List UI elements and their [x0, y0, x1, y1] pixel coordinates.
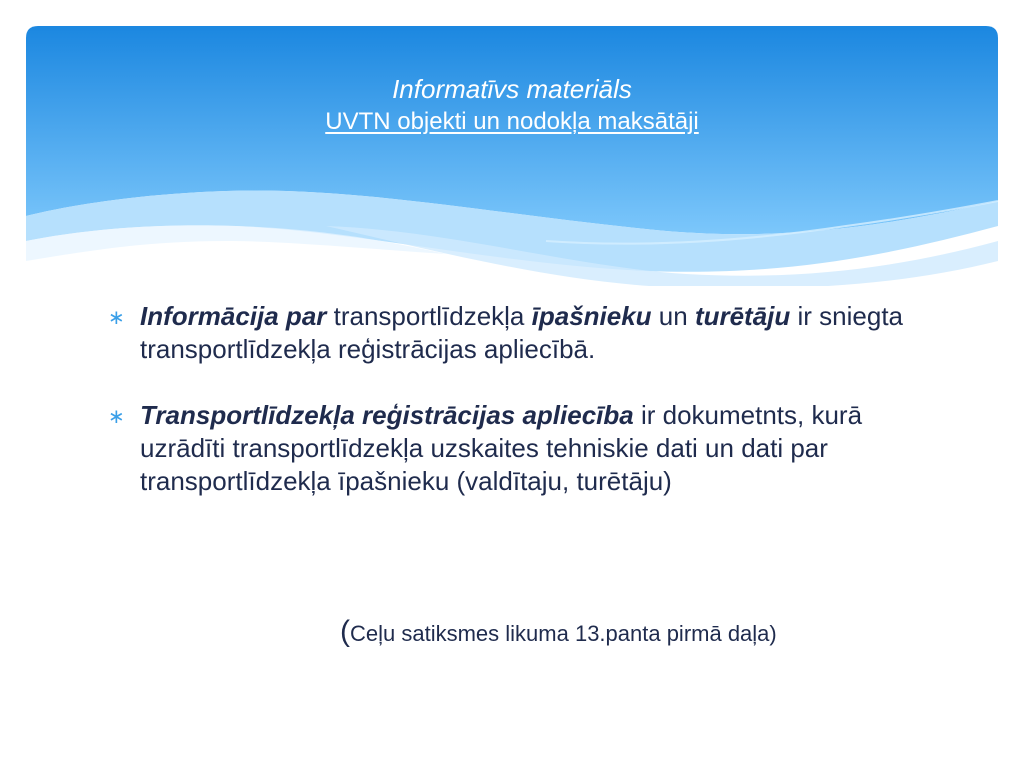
citation-open-paren: (	[340, 615, 350, 648]
citation-text: Ceļu satiksmes likuma 13.panta pirmā daļa)	[350, 621, 777, 646]
bullet-star-icon: ∗	[108, 406, 125, 428]
bullet-text-segment: ir dokumetnts, kurā uzrādīti transportlīdzekļa uzskaites tehniskie dati un dati par transportlīdzekļa īpašnieku (valdītaju, turētāju)	[140, 400, 863, 496]
bullet-item	[108, 300, 908, 366]
bullet-text-segment: transportlīdzekļa	[326, 301, 532, 331]
bullet-text-segment: Informācija par	[140, 301, 327, 331]
bullet-text-segment: īpašnieku	[531, 301, 652, 331]
bullet-text-segment: ir sniegta transportlīdzekļa reģistrācijas apliecībā.	[140, 301, 904, 364]
bullet-text-segment: turētāju	[694, 301, 791, 331]
slide-title: Informatīvs materiāls	[392, 74, 632, 104]
law-citation	[340, 612, 940, 654]
bullet-text-segment: Transportlīdzekļa reģistrācijas apliecība	[140, 400, 634, 430]
header-banner	[26, 26, 998, 286]
slide-subtitle: UVTN objekti un nodokļa maksātāji	[325, 108, 699, 135]
bullet-item	[108, 399, 908, 498]
wave-background	[26, 26, 998, 286]
title-block	[26, 72, 998, 138]
content-body	[108, 300, 908, 498]
bullet-text-segment: un	[651, 301, 695, 331]
bullet-star-icon: ∗	[108, 307, 125, 329]
